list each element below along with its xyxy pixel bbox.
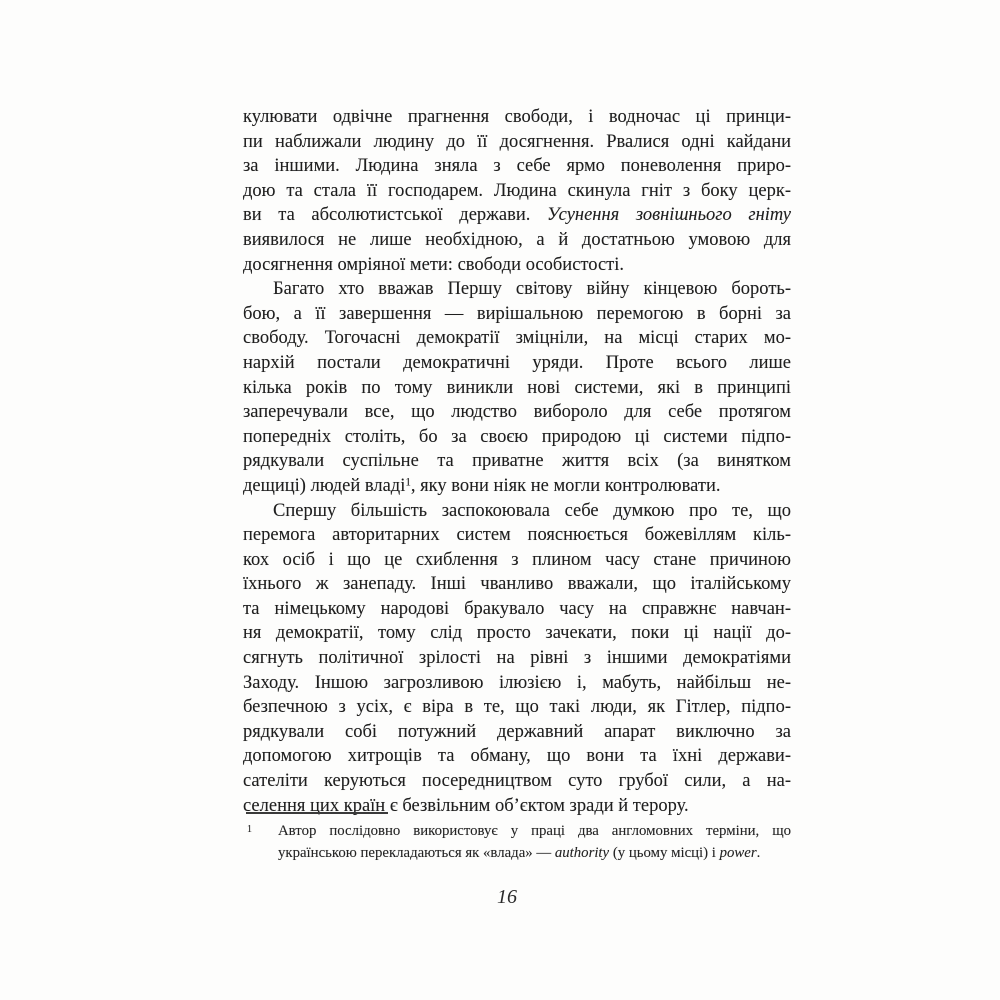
text-line	[243, 277, 791, 302]
text-segment: виявилося не лише необхідною, а й достатньою умовою для	[243, 229, 791, 250]
text-line	[278, 843, 791, 865]
text-line	[243, 179, 791, 204]
text-segment: , яку вони ніяк не могли контролювати.	[410, 475, 721, 496]
footnote-marker: 1	[247, 824, 252, 835]
text-line	[278, 821, 791, 843]
paragraph	[243, 105, 791, 277]
text-line	[243, 400, 791, 425]
text-segment: (у цьому місці) і	[609, 844, 720, 861]
text-segment: бою, а її завершення — вирішальною перемогою в борні за	[243, 303, 791, 324]
text-line	[243, 474, 791, 499]
text-line	[243, 228, 791, 253]
text-line	[243, 720, 791, 745]
text-segment: за іншими. Людина зняла з себе ярмо поневолення приро-	[243, 156, 791, 177]
text-segment: допомогою хитрощів та обману, що вони та їхні держави-	[243, 746, 791, 767]
text-line	[243, 425, 791, 450]
text-line	[243, 769, 791, 794]
text-line	[243, 548, 791, 573]
text-line	[243, 744, 791, 769]
paragraph	[243, 499, 791, 819]
text-segment: authority	[554, 844, 610, 861]
text-segment: ня демократії, тому слід просто зачекати, поки ці нації до-	[243, 623, 791, 644]
text-segment: ви та абсолютистської держави.	[243, 205, 548, 226]
text-line	[243, 499, 791, 524]
text-segment: їхнього ж занепаду. Інші чванливо вважали, що італійському	[243, 574, 791, 595]
body-text	[243, 105, 791, 818]
footnote	[243, 812, 791, 864]
text-line	[243, 646, 791, 671]
text-segment: свободу. Тогочасні демократії зміцніли, на місці старих мо-	[243, 328, 791, 349]
text-line	[243, 572, 791, 597]
footnote-body	[243, 821, 791, 864]
text-segment: Спершу більшість заспокоювала себе думкою про те, що	[273, 500, 791, 521]
text-segment: рядкували собі потужний державний апарат виключно за	[243, 721, 791, 742]
text-segment: заперечували все, що людство вибороло для себе протягом	[243, 402, 791, 423]
text-line	[243, 302, 791, 327]
text-segment: сателіти керуються посередництвом суто грубої сили, а на-	[243, 771, 791, 792]
text-segment: кілька років по тому виникли нові системи, які в принципі	[243, 377, 791, 398]
text-segment: Заходу. Іншою загрозливою ілюзією і, мабуть, найбільш не-	[243, 672, 791, 693]
text-segment: power	[719, 844, 757, 861]
text-line	[243, 449, 791, 474]
text-segment: безпечною з усіх, є віра в те, що такі люди, як Гітлер, підпо-	[243, 697, 791, 718]
text-line	[243, 351, 791, 376]
text-line	[243, 523, 791, 548]
text-segment: досягнення омріяної мети: свободи особистості.	[243, 254, 625, 275]
text-line	[243, 671, 791, 696]
text-line	[243, 154, 791, 179]
text-segment: перемога авторитарних систем пояснюється божевіллям кіль-	[243, 525, 791, 546]
text-segment: селення цих країн є безвільним об’єктом зради й терору.	[243, 795, 689, 816]
text-segment: сягнуть політичної зрілості на рівні з іншими демократіями	[243, 648, 791, 669]
text-segment: українською перекладаються як «влада» —	[278, 844, 555, 861]
text-line	[243, 326, 791, 351]
text-segment: дещиці) людей владі	[243, 475, 406, 496]
text-segment: попередніх століть, бо за своєю природою ці системи підпо-	[243, 426, 791, 447]
text-line	[243, 695, 791, 720]
text-line	[243, 376, 791, 401]
text-segment: нархій постали демократичні уряди. Проте всього лише	[243, 352, 791, 373]
page-number: 16	[497, 886, 517, 908]
text-segment: та німецькому народові бракувало часу на справжнє навчан-	[243, 598, 791, 619]
text-segment: кулювати одвічне прагнення свободи, і водночас ці принци-	[243, 107, 791, 127]
text-segment: Усунення зовнішнього гніту	[547, 205, 791, 226]
text-segment: кох осіб і що це схиблення з плином часу стане причиною	[243, 549, 791, 570]
text-line	[243, 130, 791, 155]
footnote-text	[278, 821, 791, 864]
paragraph	[243, 277, 791, 498]
text-segment: дою та стала її господарем. Людина скинула гніт з боку церк-	[243, 180, 791, 201]
text-segment: 1	[405, 476, 411, 489]
text-line	[243, 253, 791, 278]
text-line	[243, 203, 791, 228]
text-line	[243, 597, 791, 622]
text-segment: рядкували суспільне та приватне життя всіх (за винятком	[243, 451, 791, 472]
text-segment: Багато хто вважав Першу світову війну кінцевою бороть-	[273, 279, 791, 300]
text-segment: .	[756, 844, 761, 861]
text-line	[243, 621, 791, 646]
footnote-separator-rule	[246, 812, 388, 814]
text-line	[243, 105, 791, 130]
text-segment: Автор послідовно використовує у праці два англомовних терміни, що	[278, 823, 791, 839]
text-segment: пи наближали людину до її досягнення. Рвалися одні кайдани	[243, 131, 791, 152]
